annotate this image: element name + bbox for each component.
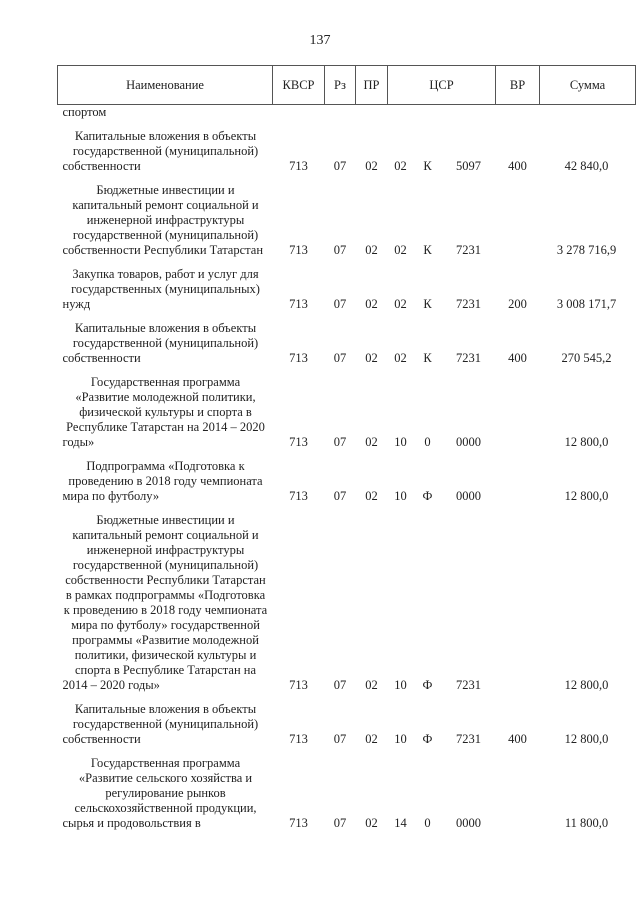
row-vr [496, 105, 540, 124]
row-vr: 400 [508, 159, 527, 173]
row-pr: 02 [365, 816, 378, 830]
row-vr [496, 369, 540, 453]
table-row [58, 507, 636, 696]
row-kvsr: 713 [289, 678, 308, 692]
row-csr-program: 02 [394, 297, 407, 311]
table-row [58, 696, 636, 750]
row-vr: 200 [508, 297, 527, 311]
row-csr-subprogram: К [423, 159, 432, 173]
row-csr-code: 7231 [456, 678, 481, 692]
row-name: Закупка товаров, работ и услуг для государственных (муниципальных) нужд [62, 267, 260, 311]
row-vr: 400 [508, 732, 527, 746]
row-csr-program: 10 [394, 489, 407, 503]
row-csr-subprogram: Ф [422, 489, 433, 503]
row-name: Бюджетные инвестиции и капитальный ремонт социальной и инженерной инфраструктуры государственной (муниципальной) собственности Республики Татарстан в рамках подпрограммы «Подготовка к проведению в 2018 году чемпионата мира по футболу» государственной программы «Развитие молодежной политики, физической культуры и спорта в Республике Татарстан на 2014 – 2020 годы» [62, 513, 268, 692]
row-sum: 270 545,2 [561, 351, 612, 365]
row-csr-subprogram [414, 105, 442, 124]
row-sum: 11 800,0 [564, 816, 609, 830]
row-csr-code [442, 105, 496, 124]
row-csr-subprogram: К [423, 297, 432, 311]
row-csr-subprogram: Ф [422, 732, 433, 746]
row-sum [540, 105, 636, 124]
row-sum: 42 840,0 [564, 159, 609, 173]
row-kvsr: 713 [289, 297, 308, 311]
row-csr-program: 02 [394, 243, 407, 257]
row-vr [496, 507, 540, 696]
row-pr: 02 [365, 489, 378, 503]
row-kvsr: 713 [289, 816, 308, 830]
row-csr-code: 7231 [456, 243, 481, 257]
table-row [58, 369, 636, 453]
row-sum: 12 800,0 [564, 489, 609, 503]
row-pr: 02 [365, 243, 378, 257]
row-pr: 02 [365, 159, 378, 173]
row-csr-program: 14 [394, 816, 407, 830]
header-kvsr: КВСР [273, 66, 325, 105]
header-sum: Сумма [540, 66, 636, 105]
row-name: спортом [62, 105, 107, 119]
row-csr-program: 02 [394, 351, 407, 365]
row-kvsr: 713 [289, 489, 308, 503]
header-rz: Рз [325, 66, 356, 105]
row-rz: 07 [333, 435, 347, 449]
row-kvsr: 713 [289, 732, 308, 746]
table-row [58, 105, 636, 124]
row-csr-subprogram: К [423, 243, 432, 257]
row-csr-subprogram: К [423, 351, 432, 365]
row-rz: 07 [333, 816, 347, 830]
row-sum: 3 008 171,7 [556, 297, 617, 311]
row-rz: 07 [333, 351, 347, 365]
row-kvsr: 713 [289, 351, 308, 365]
row-csr-code: 7231 [456, 351, 481, 365]
row-csr-code: 0000 [456, 435, 481, 449]
row-csr-code: 5097 [456, 159, 481, 173]
row-kvsr [273, 105, 325, 124]
row-rz: 07 [333, 678, 347, 692]
row-name: Капитальные вложения в объекты государственной (муниципальной) собственности [62, 321, 259, 365]
row-rz: 07 [333, 297, 347, 311]
row-kvsr: 713 [289, 159, 308, 173]
table-row [58, 750, 636, 834]
row-rz: 07 [333, 159, 347, 173]
row-rz: 07 [333, 732, 347, 746]
row-csr-code: 0000 [456, 816, 481, 830]
budget-table [57, 65, 636, 834]
header-name: Наименование [58, 66, 273, 105]
row-sum: 12 800,0 [564, 435, 609, 449]
table-row [58, 123, 636, 177]
row-vr [496, 750, 540, 834]
row-csr-code: 7231 [456, 732, 481, 746]
row-csr-subprogram: Ф [422, 678, 433, 692]
row-sum: 12 800,0 [564, 732, 609, 746]
row-rz [325, 105, 356, 124]
table-header-row [58, 66, 636, 105]
header-pr: ПР [356, 66, 388, 105]
row-vr [496, 177, 540, 261]
row-csr-code: 7231 [456, 297, 481, 311]
row-name: Государственная программа «Развитие сельского хозяйства и регулирование рынков сельскохозяйственной продукции, сырья и продовольствия в [62, 756, 257, 830]
row-sum: 3 278 716,9 [556, 243, 617, 257]
row-csr-program: 10 [394, 678, 407, 692]
row-csr-subprogram: 0 [424, 816, 431, 830]
row-pr: 02 [365, 351, 378, 365]
row-sum: 12 800,0 [564, 678, 609, 692]
row-pr [356, 105, 388, 124]
row-kvsr: 713 [289, 435, 308, 449]
row-csr-program: 10 [394, 732, 407, 746]
row-vr: 400 [508, 351, 527, 365]
table-row [58, 315, 636, 369]
header-vr: ВР [496, 66, 540, 105]
row-pr: 02 [365, 732, 378, 746]
row-csr-program: 02 [394, 159, 407, 173]
row-rz: 07 [333, 489, 347, 503]
row-pr: 02 [365, 678, 378, 692]
row-rz: 07 [333, 243, 347, 257]
row-vr [496, 453, 540, 507]
row-name: Подпрограмма «Подготовка к проведению в 2018 году чемпионата мира по футболу» [62, 459, 263, 503]
table-row [58, 261, 636, 315]
row-name: Государственная программа «Развитие молодежной политики, физической культуры и спорта в Республике Татарстан на 2014 – 2020 годы» [62, 375, 265, 449]
row-csr-code: 0000 [456, 489, 481, 503]
row-csr-subprogram: 0 [424, 435, 431, 449]
row-pr: 02 [365, 435, 378, 449]
row-name: Бюджетные инвестиции и капитальный ремонт социальной и инженерной инфраструктуры государственной (муниципальной) собственности Республики Татарстан [62, 183, 264, 257]
page-number: 137 [309, 33, 331, 48]
row-csr-program [388, 105, 414, 124]
header-csr: ЦСР [388, 66, 496, 105]
table-row [58, 453, 636, 507]
row-pr: 02 [365, 297, 378, 311]
row-kvsr: 713 [289, 243, 308, 257]
row-name: Капитальные вложения в объекты государственной (муниципальной) собственности [62, 129, 259, 173]
row-csr-program: 10 [394, 435, 407, 449]
table-row [58, 177, 636, 261]
row-name: Капитальные вложения в объекты государственной (муниципальной) собственности [62, 702, 259, 746]
